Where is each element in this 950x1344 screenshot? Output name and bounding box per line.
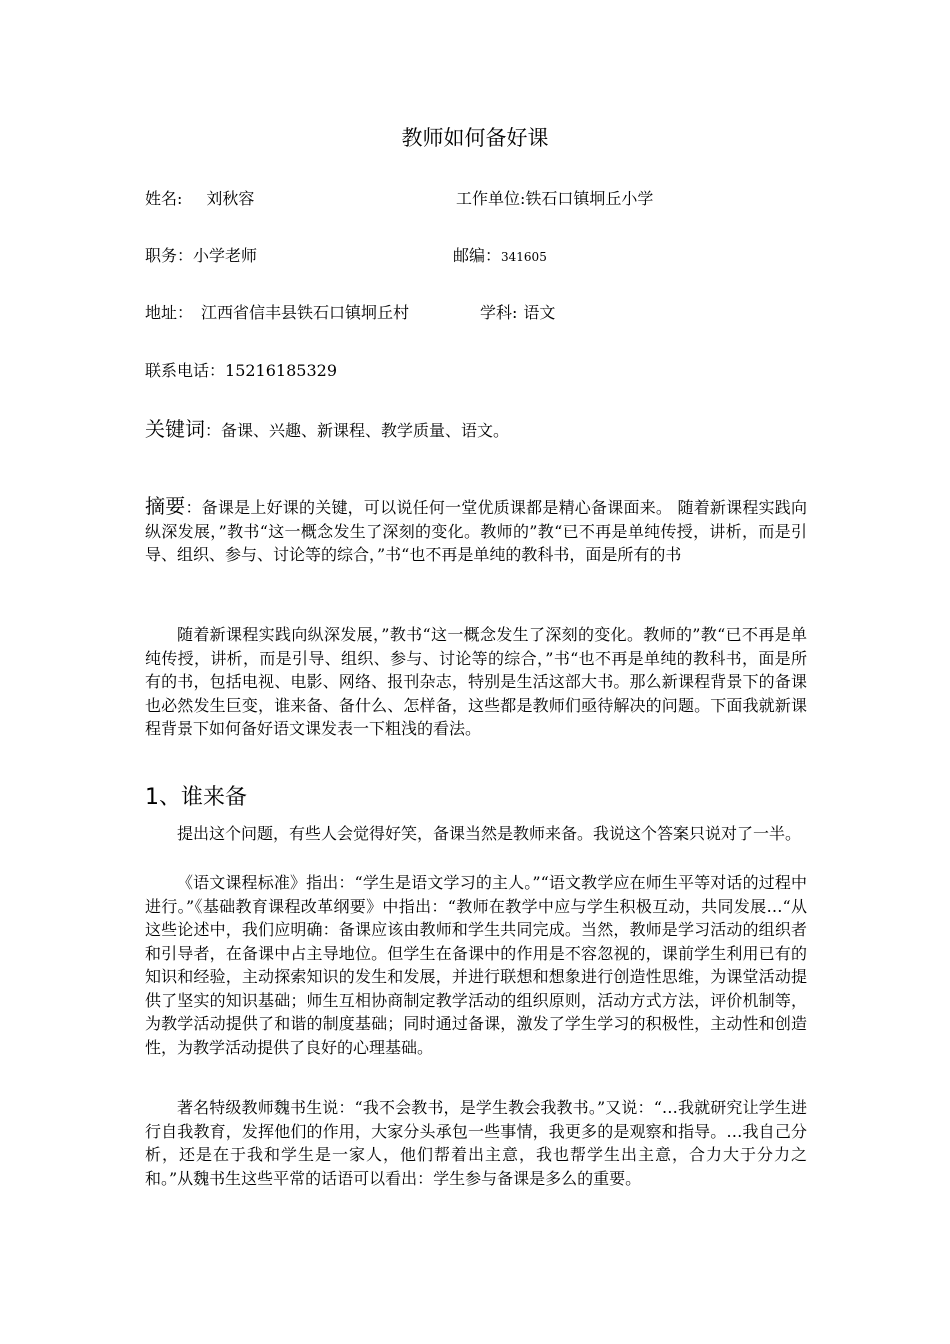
zip-label: 邮编： <box>453 246 502 265</box>
phone-value: 15216185329 <box>225 361 337 380</box>
section-paragraph-3: 著名特级教师魏书生说：“我不会教书，是学生教会我教书。”又说：“…我就研究让学生进行自我教育，发挥他们的作用，大家分头承包一些事情，我更多的是观察和指导。…我自己分析，还是在于我和学生是一家人，他们帮着出主意，我也帮学生出主意，合力大于分力之和。”从魏书生这些平常的话语可以看出：学生参与备课是多么的重要。 <box>145 1098 807 1188</box>
section-heading: 1、谁来备 <box>145 785 247 810</box>
work-unit-value: 铁石口镇坰丘小学 <box>525 189 654 208</box>
intro-paragraph: 随着新课程实践向纵深发展，”教书“这一概念发生了深刻的变化。教师的”教“已不再是单纯传授，讲析，而是引导、组织、参与、讨论等的综合，”书“也不再是单纯的教科书，面是所有的书，包括电视、电影、网络、报刊杂志，特别是生活这部大书。那么新课程背景下的备课也必然发生巨变，谁来备、备什么、怎样备，这些都是教师们亟待解决的问题。下面我就新课程背景下如何备好语文课发表一下粗浅的看法。 <box>145 625 807 738</box>
document-title: 教师如何备好课 <box>401 126 549 150</box>
address-label: 地址： <box>145 303 194 322</box>
subject-line <box>480 300 555 323</box>
keywords-label: 关键词 <box>145 417 205 441</box>
abstract-text: ：备课是上好课的关键，可以说任何一堂优质课都是精心备课面来。 随着新课程实践向纵深发展，”教书“这一概念发生了深刻的变化。教师的”教“已不再是单纯传授，讲析，而是引导、组织、参与、讨论等的综合，”书“也不再是单纯的教科书，面是所有的书 <box>145 498 808 564</box>
job-value: 小学老师 <box>193 246 258 265</box>
name-value: 刘秋容 <box>206 189 255 208</box>
job-label: 职务： <box>145 246 194 265</box>
section-paragraph-2: 《语文课程标准》指出：“学生是语文学习的主人。”“语文教学应在师生平等对话的过程中进行。”《基础教育课程改革纲要》中指出：“教师在教学中应与学生积极互动，共同发展…“从这些论述中，我们应明确：备课应该由教师和学生共同完成。当然，教师是学习活动的组织者和引导者，在备课中占主导地位。但学生在备课中的作用是不容忽视的，课前学生利用已有的知识和经验，主动探索知识的发生和发展，并进行联想和想象进行创造性思维，为课堂活动提供了坚实的知识基础；师生互相协商制定教学活动的组织原则，活动方式方法，评价机制等，为教学活动提供了和谐的制度基础；同时通过备课，激发了学生学习的积极性，主动性和创造性，为教学活动提供了良好的心理基础。 <box>145 873 807 1057</box>
keywords-line <box>145 413 509 442</box>
work-unit-label: 工作单位: <box>456 189 526 208</box>
job-line <box>145 243 257 266</box>
zip-value: 341605 <box>501 250 547 264</box>
name-label: 姓名: <box>145 189 183 208</box>
phone-line <box>145 358 337 381</box>
abstract-label: 摘要 <box>145 494 186 518</box>
work-unit-line <box>456 186 653 209</box>
address-line <box>145 300 409 323</box>
subject-value: 语文 <box>523 303 556 322</box>
section-paragraph-1: 提出这个问题，有些人会觉得好笑，备课当然是教师来备。我说这个答案只说对了一半。 <box>177 824 802 843</box>
zip-line <box>453 243 547 266</box>
keywords-text: ：备课、兴趣、新课程、教学质量、语文。 <box>205 421 510 440</box>
subject-label: 学科: <box>480 303 518 322</box>
name-line <box>145 186 254 209</box>
address-value: 江西省信丰县铁石口镇坰丘村 <box>201 303 410 322</box>
abstract-paragraph <box>145 495 807 567</box>
phone-label: 联系电话： <box>145 361 226 380</box>
